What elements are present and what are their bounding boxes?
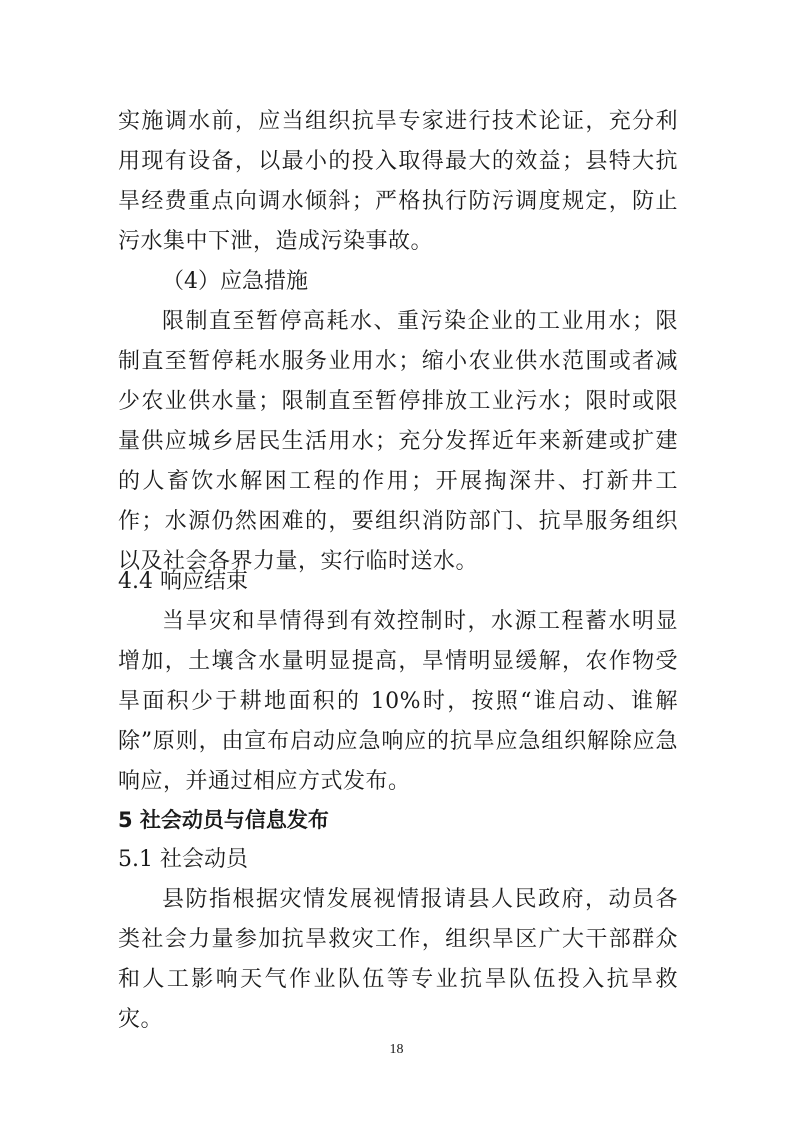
paragraph-response-end: 当旱灾和旱情得到有效控制时，水源工程蓄水明显增加，土壤含水量明显提高，旱情明显缓解，农作物受旱面积少于耕地面积的 10%时，按照“谁启动、谁解除”原则，由宣布启动应急响应的抗旱应急组织解除应急响应，并通过相应方式发布。	[118, 609, 678, 794]
heading-response-end: 4.4 响应结束	[118, 569, 248, 594]
paragraph-emergency-measures: 限制直至暂停高耗水、重污染企业的工业用水；限制直至暂停耗水服务业用水；缩小农业供水范围或者减少农业供水量；限制直至暂停排放工业污水；限时或限量供应城乡居民生活用水；充分发挥近年来新建或扩建的人畜饮水解困工程的作用；开展掏深井、打新井工作；水源仍然困难的，要组织消防部门、抗旱服务组织以及社会各界力量，实行临时送水。	[118, 309, 678, 574]
paragraph-social-mobilization: 县防指根据灾情发展视情报请县人民政府，动员各类社会力量参加抗旱救灾工作，组织旱区广大干部群众和人工影响天气作业队伍等专业抗旱队伍投入抗旱救灾。	[118, 887, 678, 1032]
subheading-emergency-measures: （4）应急措施	[162, 269, 308, 294]
heading-social-mobilization-info: 5 社会动员与信息发布	[118, 808, 329, 832]
page-number: 18	[389, 1042, 404, 1057]
paragraph-water-transfer: 实施调水前，应当组织抗旱专家进行技术论证，充分利用现有设备，以最小的投入取得最大的效益；县特大抗旱经费重点向调水倾斜；严格执行防污调度规定，防止污水集中下泄，造成污染事故。	[118, 109, 678, 254]
heading-social-mobilization: 5.1 社会动员	[118, 847, 248, 872]
